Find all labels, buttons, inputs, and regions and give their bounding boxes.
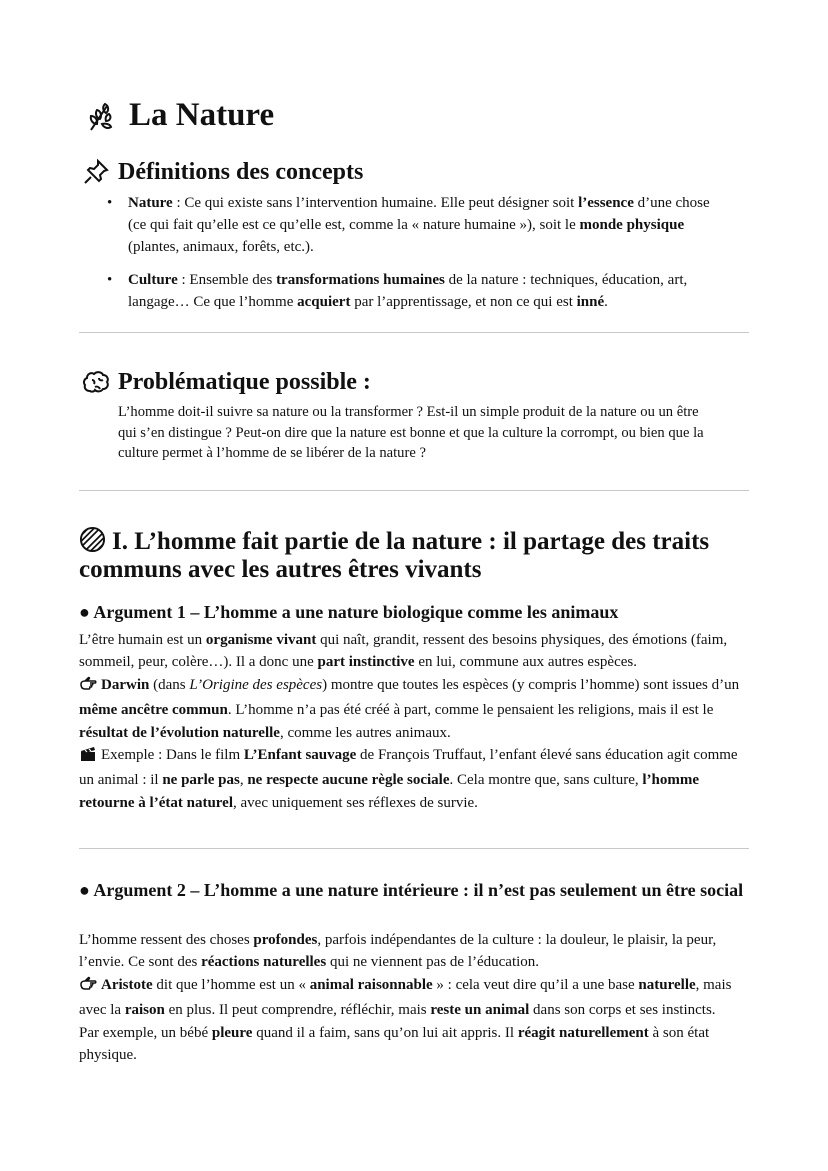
text-run: qui ne viennent pas de l’éducation. <box>326 954 540 971</box>
paragraph <box>79 674 749 744</box>
bold-text: Culture <box>128 272 178 288</box>
text-run: , comme les autres animaux. <box>279 724 451 741</box>
bold-text: transformations humaines <box>276 272 445 288</box>
pointing-hand-icon <box>79 676 97 699</box>
argument-2-heading: ● Argument 2 – L’homme a une nature intérieure : il n’est pas seulement un être social <box>79 880 744 900</box>
text-run: à son état physique. <box>79 1024 710 1064</box>
text-run: en lui, commune aux autres espèces. <box>414 654 637 671</box>
bold-text: réactions naturelles <box>201 954 327 971</box>
argument-2-body <box>79 929 749 1066</box>
paragraph <box>79 744 749 814</box>
bold-text: reste un animal <box>430 1002 530 1019</box>
italic-text: L’Origine des espèces <box>189 676 323 693</box>
bold-text: profondes <box>253 932 318 948</box>
text-run: L’homme ressent des choses <box>79 932 254 948</box>
bold-text: Nature <box>128 195 173 211</box>
text-run: . <box>604 294 608 310</box>
bold-text: même ancêtre commun <box>79 702 228 719</box>
section1-heading <box>79 526 749 584</box>
argument-1-heading: ● Argument 1 – L’homme a une nature biologique comme les animaux <box>79 602 619 622</box>
text-run: (plantes, animaux, forêts, etc.). <box>128 239 314 255</box>
clapperboard-icon <box>79 746 97 769</box>
page-title <box>85 97 274 134</box>
bold-text: l’homme retourne à l’état naturel <box>79 772 700 811</box>
pointing-hand-icon <box>79 976 97 999</box>
text-run: d’une chose (ce qui fait qu’elle est ce qu’elle est, comme la « nature humaine »), soit le <box>128 195 710 233</box>
bold-text: pleure <box>211 1024 253 1041</box>
text-run: : Ensemble des <box>177 272 277 288</box>
text-run: . Cela montre que, sans culture, <box>449 772 643 789</box>
definition-item <box>107 192 727 258</box>
text-run: en plus. Il peut comprendre, réfléchir, mais <box>164 1002 431 1019</box>
text-run: Par exemple, un bébé <box>79 1024 212 1041</box>
pushpin-icon <box>82 158 110 186</box>
bold-text: L’Enfant sauvage <box>243 747 357 764</box>
paragraph <box>79 974 749 1022</box>
text-run: » : cela veut dire qu’il a une base <box>432 976 639 993</box>
text-run: , parfois indépendantes de la culture : la douleur, le plaisir, la peur, l’envie. Ce sont des <box>79 932 717 971</box>
bold-text: part instinctive <box>317 654 415 671</box>
bold-text: naturelle <box>638 976 696 993</box>
leaf-icon <box>85 100 117 132</box>
paragraph <box>79 629 749 674</box>
paragraph <box>79 1022 749 1067</box>
definitions-list <box>107 192 727 324</box>
striped-circle-icon <box>79 526 106 553</box>
divider <box>79 332 749 333</box>
text-run: Exemple : Dans le film <box>101 747 244 764</box>
bold-text: animal raisonnable <box>309 976 433 993</box>
text-run: quand il a faim, sans qu’on lui ait appris. Il <box>252 1024 518 1041</box>
text-run: . L’homme n’a pas été créé à part, comme le pensaient les religions, mais il est le <box>227 702 714 719</box>
bold-text: réagit naturellement <box>517 1024 649 1041</box>
bold-text: l’essence <box>578 195 634 211</box>
text-run: (dans <box>149 676 190 693</box>
text-run: , <box>239 772 248 789</box>
bold-text: Aristote <box>101 976 153 993</box>
definitions-heading <box>82 158 363 186</box>
section1-heading-text: I. L’homme fait partie de la nature : il partage des traits communs avec les autres êtres vivants <box>79 528 710 583</box>
bold-text: ne parle pas <box>162 772 240 789</box>
bold-text: monde physique <box>579 217 685 233</box>
bold-text: Darwin <box>101 676 150 693</box>
bold-text: résultat de l’évolution naturelle <box>79 724 280 741</box>
definitions-heading-text: Définitions des concepts <box>118 158 364 185</box>
divider <box>79 490 749 491</box>
text-run: par l’apprentissage, et non ce qui est <box>350 294 577 310</box>
bold-text: acquiert <box>297 294 351 310</box>
text-run: , mais avec la <box>79 976 732 1019</box>
text-run: : Ce qui existe sans l’intervention humaine. Elle peut désigner soit <box>172 195 579 211</box>
text-run: dans son corps et ses instincts. <box>529 1002 716 1019</box>
paragraph <box>79 929 749 974</box>
brain-icon <box>82 368 110 396</box>
text-run: de François Truffaut, l’enfant élevé sans éducation agit comme un animal : il <box>79 747 738 789</box>
bold-text: raison <box>124 1002 165 1019</box>
bold-text: organisme vivant <box>205 632 317 648</box>
problematique-heading <box>82 368 371 396</box>
title-text: La Nature <box>129 97 275 133</box>
bold-text: ne respecte aucune règle sociale <box>247 772 450 789</box>
problematique-text: L’homme doit-il suivre sa nature ou la transformer ? Est-il un simple produit de la nature ou un être qui s’en distingue ? Peut-on dire que la nature est bonne et que la culture la corrompt, ou bien que la culture permet à l’homme de se libérer de la nature ? <box>118 404 704 461</box>
problematique-heading-text: Problématique possible : <box>118 368 371 395</box>
argument-1-body <box>79 629 749 814</box>
bold-text: inné <box>576 294 605 310</box>
divider <box>79 848 749 849</box>
text-run: , avec uniquement ses réflexes de survie. <box>233 794 478 811</box>
text-run: dit que l’homme est un « <box>152 976 310 993</box>
text-run: ) montre que toutes les espèces (y compris l’homme) sont issues d’un <box>322 676 740 693</box>
text-run: de la nature : techniques, éducation, art, langage… Ce que l’homme <box>128 272 688 310</box>
text-run: L’être humain est un <box>79 632 206 648</box>
text-run: qui naît, grandit, ressent des besoins physiques, des émotions (faim, sommeil, peur, colère…). Il a donc une <box>79 632 728 671</box>
definition-item <box>107 269 727 313</box>
